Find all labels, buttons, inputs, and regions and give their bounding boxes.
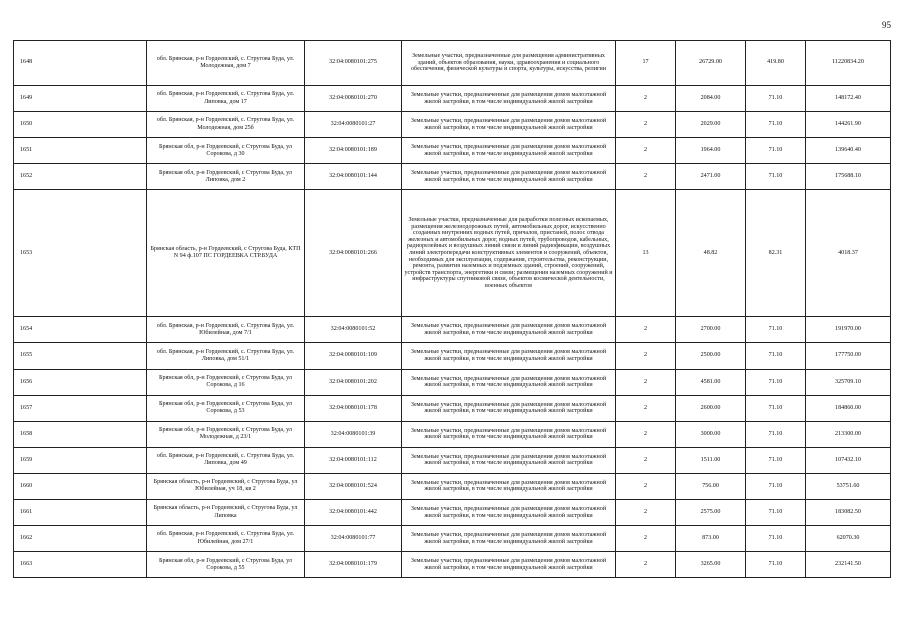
land-use-purpose-cell: Земельные участки, предназначенные для размещения домов малоэтажной жилой застройки, в том числе индивидуальной жилой застройки bbox=[402, 421, 616, 447]
cadastral-value-cell: 144261.90 bbox=[806, 112, 891, 138]
table-row bbox=[14, 473, 891, 499]
cadastral-value-cell: 191970.00 bbox=[806, 317, 891, 343]
table-row bbox=[14, 421, 891, 447]
row-number: 1653 bbox=[14, 190, 147, 317]
use-group-cell: 2 bbox=[616, 369, 676, 395]
specific-value-cell: 71.10 bbox=[746, 343, 806, 369]
row-number: 1656 bbox=[14, 369, 147, 395]
row-number: 1651 bbox=[14, 138, 147, 164]
row-number: 1658 bbox=[14, 421, 147, 447]
cadastral-value-cell: 11220834.20 bbox=[806, 41, 891, 86]
address-cell: обл. Брянская, р-н Гордеевский, с. Струговa Буда, ул. Липовка, дом 17 bbox=[147, 86, 305, 112]
use-group-cell: 2 bbox=[616, 421, 676, 447]
specific-value-cell: 71.10 bbox=[746, 473, 806, 499]
cadastral-number-cell: 32:04:0080101:189 bbox=[305, 138, 402, 164]
address-cell: обл. Брянская, р-н Гордеевский, с. Струговa Буда, ул. Липовка, дом 49 bbox=[147, 447, 305, 473]
area-cell: 2575.00 bbox=[676, 500, 746, 526]
table-row bbox=[14, 369, 891, 395]
specific-value-cell: 419.80 bbox=[746, 41, 806, 86]
specific-value-cell: 71.10 bbox=[746, 552, 806, 578]
row-number: 1649 bbox=[14, 86, 147, 112]
table-row bbox=[14, 395, 891, 421]
area-cell: 756.00 bbox=[676, 473, 746, 499]
cadastral-number-cell: 32:04:0080101:270 bbox=[305, 86, 402, 112]
cadastral-number-cell: 32:04:0080101:27 bbox=[305, 112, 402, 138]
cadastral-number-cell: 32:04:0080101:109 bbox=[305, 343, 402, 369]
table-row bbox=[14, 86, 891, 112]
cadastral-value-cell: 232141.50 bbox=[806, 552, 891, 578]
land-use-purpose-cell: Земельные участки, предназначенные для размещения домов малоэтажной жилой застройки, в том числе индивидуальной жилой застройки bbox=[402, 86, 616, 112]
use-group-cell: 2 bbox=[616, 473, 676, 499]
cadastral-number-cell: 32:04:0080101:524 bbox=[305, 473, 402, 499]
cadastral-number-cell: 32:04:0080101:442 bbox=[305, 500, 402, 526]
specific-value-cell: 71.10 bbox=[746, 447, 806, 473]
cadastral-number-cell: 32:04:0080101:52 bbox=[305, 317, 402, 343]
address-cell: Брянская обл, р-н Гордеевский, с Струговa Буда, ул Молодежная, д 23/1 bbox=[147, 421, 305, 447]
cadastral-value-cell: 325709.10 bbox=[806, 369, 891, 395]
use-group-cell: 2 bbox=[616, 317, 676, 343]
area-cell: 2084.00 bbox=[676, 86, 746, 112]
table-row bbox=[14, 500, 891, 526]
area-cell: 2029.00 bbox=[676, 112, 746, 138]
row-number: 1657 bbox=[14, 395, 147, 421]
land-use-purpose-cell: Земельные участки, предназначенные для размещения домов малоэтажной жилой застройки, в том числе индивидуальной жилой застройки bbox=[402, 164, 616, 190]
row-number: 1660 bbox=[14, 473, 147, 499]
cadastral-value-cell: 4018.37 bbox=[806, 190, 891, 317]
address-cell: Брянская область, р-н Гордеевский, с Струговa Буда, КТП N 94 ф.107 ПС ГОРДЕЕВКА СТР.БУДА bbox=[147, 190, 305, 317]
address-cell: Брянская обл, р-н Гордеевский, с Струговa Буда, ул Сорокова, д 53 bbox=[147, 395, 305, 421]
address-cell: Брянская область, р-н Гордеевский, с Струговa Буда, ул Юбилейная, уч 18, кв 2 bbox=[147, 473, 305, 499]
address-cell: обл. Брянская, р-н Гордеевский, с. Струговa Буда, ул. Молодежная, дом 7 bbox=[147, 41, 305, 86]
table-row bbox=[14, 190, 891, 317]
cadastral-number-cell: 32:04:0080101:179 bbox=[305, 552, 402, 578]
row-number: 1650 bbox=[14, 112, 147, 138]
use-group-cell: 2 bbox=[616, 86, 676, 112]
row-number: 1652 bbox=[14, 164, 147, 190]
row-number: 1662 bbox=[14, 526, 147, 552]
table-body bbox=[14, 41, 891, 578]
cadastral-number-cell: 32:04:0080101:112 bbox=[305, 447, 402, 473]
address-cell: Брянская область, р-н Гордеевский, с Струговa Буда, ул Липовка bbox=[147, 500, 305, 526]
cadastral-value-cell: 148172.40 bbox=[806, 86, 891, 112]
land-use-purpose-cell: Земельные участки, предназначенные для размещения административных зданий, объектов образования, науки, здравоохранения и социального обеспечения, физической культуры и спорта, культуры, искусства, религии bbox=[402, 41, 616, 86]
cadastral-value-cell: 184860.00 bbox=[806, 395, 891, 421]
cadastral-value-cell: 107432.10 bbox=[806, 447, 891, 473]
specific-value-cell: 71.10 bbox=[746, 395, 806, 421]
cadastral-number-cell: 32:04:0080101:275 bbox=[305, 41, 402, 86]
land-use-purpose-cell: Земельные участки, предназначенные для размещения домов малоэтажной жилой застройки, в том числе индивидуальной жилой застройки bbox=[402, 526, 616, 552]
address-cell: обл. Брянская, р-н Гордеевский, с. Струговa Буда, ул. Молодежная, дом 25б bbox=[147, 112, 305, 138]
table-row bbox=[14, 343, 891, 369]
table-row bbox=[14, 552, 891, 578]
use-group-cell: 2 bbox=[616, 552, 676, 578]
use-group-cell: 2 bbox=[616, 447, 676, 473]
cadastral-table-container bbox=[13, 40, 890, 578]
area-cell: 2700.00 bbox=[676, 317, 746, 343]
area-cell: 48.82 bbox=[676, 190, 746, 317]
area-cell: 2600.00 bbox=[676, 395, 746, 421]
land-use-purpose-cell: Земельные участки, предназначенные для размещения домов малоэтажной жилой застройки, в том числе индивидуальной жилой застройки bbox=[402, 552, 616, 578]
cadastral-value-cell: 62070.30 bbox=[806, 526, 891, 552]
table-row bbox=[14, 447, 891, 473]
use-group-cell: 2 bbox=[616, 500, 676, 526]
table-row bbox=[14, 164, 891, 190]
area-cell: 1964.00 bbox=[676, 138, 746, 164]
specific-value-cell: 71.10 bbox=[746, 86, 806, 112]
cadastral-number-cell: 32:04:0080101:178 bbox=[305, 395, 402, 421]
cadastral-number-cell: 32:04:0080101:39 bbox=[305, 421, 402, 447]
area-cell: 26729.00 bbox=[676, 41, 746, 86]
land-use-purpose-cell: Земельные участки, предназначенные для размещения домов малоэтажной жилой застройки, в том числе индивидуальной жилой застройки bbox=[402, 138, 616, 164]
table-row bbox=[14, 138, 891, 164]
specific-value-cell: 71.10 bbox=[746, 164, 806, 190]
land-use-purpose-cell: Земельные участки, предназначенные для размещения домов малоэтажной жилой застройки, в том числе индивидуальной жилой застройки bbox=[402, 317, 616, 343]
area-cell: 873.00 bbox=[676, 526, 746, 552]
land-use-purpose-cell: Земельные участки, предназначенные для разработки полезных ископаемых, размещения железнодорожных путей, автомобильных дорог, искусственно созданных внутренних водных путей, причалов, пристаней, полос отвода железных и автомобильных дорог, водных путей, трубопроводов, кабельных, радиорелейных и воздушных линий связи и линий радиофикации, воздушных линий электропередачи конструктивных элементов и сооружений, объектов, необходимых для эксплуатации, содержания, строительства, реконструкции, ремонта, развития наземных и подземных зданий, строений, сооружений, устройств транспорта, энергетики и связи; размещения наземных сооружений и инфраструктуры спутниковой связи, объектов космической деятельности, военных объектов bbox=[402, 190, 616, 317]
address-cell: Брянская обл, р-н Гордеевский, с Струговa Буда, ул Липовка, дом 2 bbox=[147, 164, 305, 190]
address-cell: обл. Брянская, р-н Гордеевский, с. Струговa Буда, ул. Юбилейная, дом 27/1 bbox=[147, 526, 305, 552]
table-row bbox=[14, 41, 891, 86]
area-cell: 3000.00 bbox=[676, 421, 746, 447]
page-number: 95 bbox=[882, 20, 891, 30]
land-use-purpose-cell: Земельные участки, предназначенные для размещения домов малоэтажной жилой застройки, в том числе индивидуальной жилой застройки bbox=[402, 500, 616, 526]
cadastral-number-cell: 32:04:0080101:144 bbox=[305, 164, 402, 190]
specific-value-cell: 71.10 bbox=[746, 500, 806, 526]
address-cell: обл. Брянская, р-н Гордеевский, с. Струговa Буда, ул. Липовка, дом 51/1 bbox=[147, 343, 305, 369]
area-cell: 2500.00 bbox=[676, 343, 746, 369]
land-use-purpose-cell: Земельные участки, предназначенные для размещения домов малоэтажной жилой застройки, в том числе индивидуальной жилой застройки bbox=[402, 369, 616, 395]
specific-value-cell: 71.10 bbox=[746, 526, 806, 552]
row-number: 1663 bbox=[14, 552, 147, 578]
cadastral-number-cell: 32:04:0080101:202 bbox=[305, 369, 402, 395]
use-group-cell: 2 bbox=[616, 395, 676, 421]
specific-value-cell: 71.10 bbox=[746, 138, 806, 164]
row-number: 1655 bbox=[14, 343, 147, 369]
area-cell: 3265.00 bbox=[676, 552, 746, 578]
specific-value-cell: 71.10 bbox=[746, 421, 806, 447]
cadastral-value-cell: 139640.40 bbox=[806, 138, 891, 164]
cadastral-number-cell: 32:04:0080101:77 bbox=[305, 526, 402, 552]
land-use-purpose-cell: Земельные участки, предназначенные для размещения домов малоэтажной жилой застройки, в том числе индивидуальной жилой застройки bbox=[402, 473, 616, 499]
use-group-cell: 2 bbox=[616, 164, 676, 190]
use-group-cell: 2 bbox=[616, 112, 676, 138]
address-cell: Брянская обл, р-н Гордеевский, с Струговa Буда, ул Сорокова, д 30 bbox=[147, 138, 305, 164]
land-use-purpose-cell: Земельные участки, предназначенные для размещения домов малоэтажной жилой застройки, в том числе индивидуальной жилой застройки bbox=[402, 343, 616, 369]
area-cell: 4581.00 bbox=[676, 369, 746, 395]
address-cell: обл. Брянская, р-н Гордеевский, с. Струговa Буда, ул. Юбилейная, дом 7/1 bbox=[147, 317, 305, 343]
specific-value-cell: 71.10 bbox=[746, 317, 806, 343]
use-group-cell: 13 bbox=[616, 190, 676, 317]
use-group-cell: 2 bbox=[616, 138, 676, 164]
specific-value-cell: 71.10 bbox=[746, 112, 806, 138]
row-number: 1648 bbox=[14, 41, 147, 86]
land-use-purpose-cell: Земельные участки, предназначенные для размещения домов малоэтажной жилой застройки, в том числе индивидуальной жилой застройки bbox=[402, 112, 616, 138]
row-number: 1659 bbox=[14, 447, 147, 473]
table-row bbox=[14, 317, 891, 343]
cadastral-value-cell: 177750.00 bbox=[806, 343, 891, 369]
use-group-cell: 2 bbox=[616, 526, 676, 552]
row-number: 1661 bbox=[14, 500, 147, 526]
table-row bbox=[14, 112, 891, 138]
land-use-purpose-cell: Земельные участки, предназначенные для размещения домов малоэтажной жилой застройки, в том числе индивидуальной жилой застройки bbox=[402, 395, 616, 421]
cadastral-number-cell: 32:04:0080101:266 bbox=[305, 190, 402, 317]
specific-value-cell: 82.31 bbox=[746, 190, 806, 317]
cadastral-value-cell: 53751.60 bbox=[806, 473, 891, 499]
cadastral-value-cell: 183082.50 bbox=[806, 500, 891, 526]
row-number: 1654 bbox=[14, 317, 147, 343]
address-cell: Брянская обл, р-н Гордеевский, с Струговa Буда, ул Сорокова, д 16 bbox=[147, 369, 305, 395]
cadastral-value-cell: 175688.10 bbox=[806, 164, 891, 190]
use-group-cell: 17 bbox=[616, 41, 676, 86]
address-cell: Брянская обл, р-н Гордеевский, с Струговa Буда, ул Сорокова, д 55 bbox=[147, 552, 305, 578]
cadastral-value-cell: 213300.00 bbox=[806, 421, 891, 447]
land-use-purpose-cell: Земельные участки, предназначенные для размещения домов малоэтажной жилой застройки, в том числе индивидуальной жилой застройки bbox=[402, 447, 616, 473]
area-cell: 1511.00 bbox=[676, 447, 746, 473]
specific-value-cell: 71.10 bbox=[746, 369, 806, 395]
use-group-cell: 2 bbox=[616, 343, 676, 369]
table-row bbox=[14, 526, 891, 552]
area-cell: 2471.00 bbox=[676, 164, 746, 190]
cadastral-table bbox=[13, 40, 891, 578]
